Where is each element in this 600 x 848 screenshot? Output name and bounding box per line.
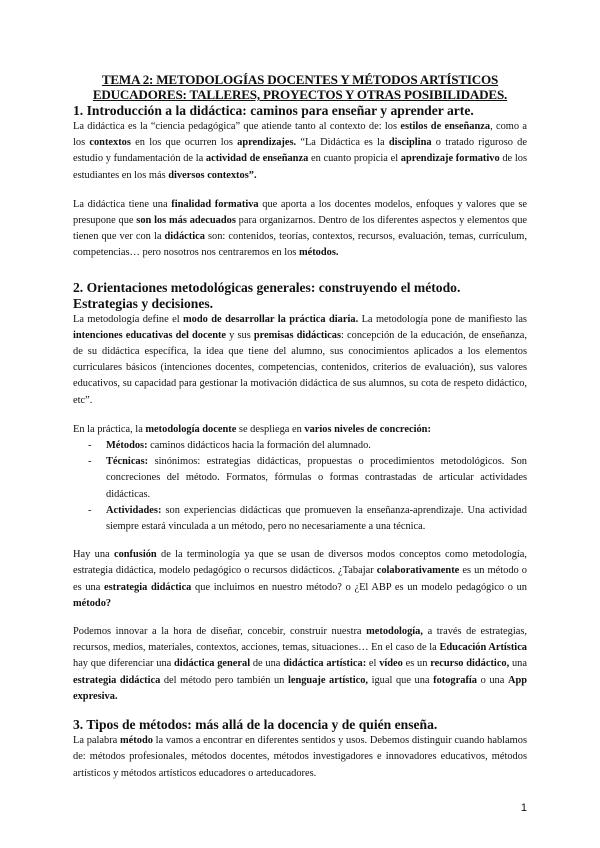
list-item: - Actividades: son experiencias didácticas que promueven la enseñanza-aprendizaje. Una actividad siempre estará vinculada a un método, pero no necesariamente a una técnica.	[88, 504, 527, 533]
levels-list	[73, 438, 527, 535]
section-3-paragraph-1: La palabra método la vamos a encontrar en diferentes sentidos y usos. Debemos distinguir cuando hablamos de: métodos profesionales, métodos docentes, métodos investigadores e innovadores educativos, métodos artísticos y métodos artísticos educadores o arteducadores.	[73, 735, 527, 779]
page-number: 1	[520, 802, 527, 814]
section-2-paragraph-1: La metodología define el modo de desarrollar la práctica diaria. La metodología pone de manifiesto las intenciones educativas del docente y sus premisas didácticas: concepción de la educación, de enseñanza, de su didáctica específica, la idea que tiene del alumno, sus conocimientos aplicados a los elementos curriculares básicos (intenciones docentes, competencias, contenidos, criterios de evaluación), sus valores educativos, su capacidad para gestionar la motivación didáctica de sus alumnos, su cota de respeto didáctico, etc”.	[73, 313, 527, 406]
list-item: - Técnicas: sinónimos: estrategias didácticas, propuestas o procedimientos metodológicos. Son concreciones del método. Formatos, fórmulas o formas contrastadas de articular actividades didácticas.	[88, 456, 527, 500]
section-1-paragraph-1: La didáctica es la “ciencia pedagógica” que atiende tanto al contexto de: los estilos de enseñanza, como a los contextos en los que ocurren los aprendizajes. “La Didáctica es la disciplina o tratado riguroso de estudio y fundamentación de la actividad de enseñanza en cuanto propicia el aprendizaje formativo de los estudiantes en los más diversos contextos”.	[73, 121, 527, 181]
title-line-2: EDUCADORES: TALLERES, PROYECTOS Y OTRAS POSIBILIDADES.	[92, 87, 508, 102]
section-2-paragraph-4: Podemos innovar a la hora de diseñar, concebir, construir nuestra metodología, a través de estrategias, recursos, medios, materiales, contextos, acciones, temas, situaciones… En el caso de la Educación Artística hay que diferenciar una didáctica general de una didáctica artística: el vídeo es un recurso didáctico, una estrategia didáctica del método pero también un lenguaje artístico, igual que una fotografía o una App expresiva.	[73, 626, 528, 702]
section-1-heading: 1. Introducción a la didáctica: caminos para enseñar y aprender arte.	[73, 103, 474, 118]
document-title	[73, 72, 527, 102]
section-3-heading: 3. Tipos de métodos: más allá de la docencia y de quién enseña.	[73, 717, 438, 733]
section-2-paragraph-2: En la práctica, la metodología docente se despliega en varios niveles de concreción:	[73, 423, 431, 435]
section-2-heading: 2. Orientaciones metodológicas generales: construyendo el método. Estrategias y decisiones.	[73, 279, 461, 311]
section-1-paragraph-2: La didáctica tiene una finalidad formativa que aporta a los docentes modelos, enfoques y valores que se presupone que son los más adecuados para organizarnos. Dentro de los diferentes aspectos y elementos que tienen que ver con la didáctica son: contenidos, teorías, contextos, recursos, evaluación, temas, currículum, competencias… pero nosotros nos centraremos en los métodos.	[73, 198, 527, 259]
section-2-paragraph-3: Hay una confusión de la terminología ya que se usan de diversos modos conceptos como metodología, estrategia didáctica, modelo pedagógico o recursos didácticos. ¿Tabajar colaborativamente es un método o es una estrategia didáctica que incluimos en nuestro método? o ¿El ABP es un modelo pedagógico o un método?	[73, 549, 527, 609]
title-line-1: TEMA 2: METODOLOGÍAS DOCENTES Y MÉTODOS ARTÍSTICOS	[101, 72, 499, 87]
list-item: - Métodos: caminos didácticos hacia la formación del alumnado.	[88, 440, 371, 452]
